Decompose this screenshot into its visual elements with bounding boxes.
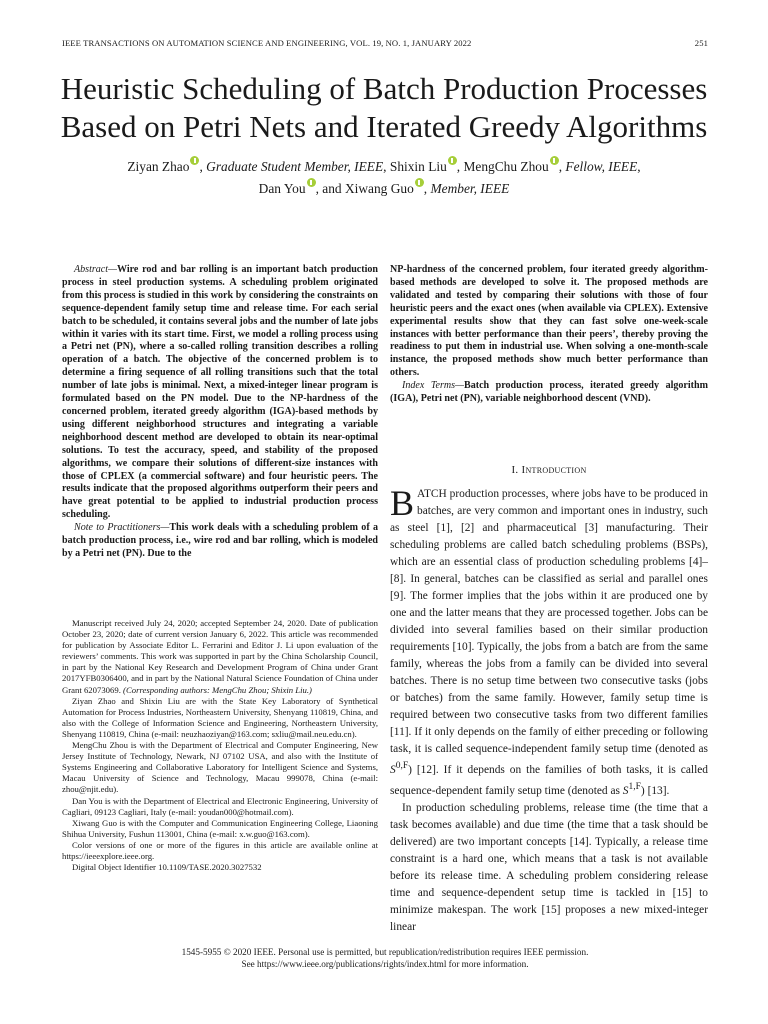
abstract: [62, 264, 378, 522]
author-name: Shixin Liu: [389, 159, 447, 174]
author-role: Fellow, IEEE: [565, 159, 638, 174]
orcid-icon[interactable]: [190, 156, 199, 165]
author-name: Dan You: [258, 181, 306, 196]
abstract-text: Wire rod and bar rolling is an important batch production process in steel production systems. A scheduling problem originated from this process is studied in this work by considering the constraints on sequence-dependent family setup time and release time. For each serial batch to be scheduled, it contains several jobs and the number of late jobs within it varies with its start time. First, we model a rolling process using a Petri net (PN), where a so-called rolling transition describes a rolling operation of a batch. The objective of the concerned problem is to determine a firing sequence of all rolling transitions such that the total number of late jobs is minimal. Next, a mixed-integer linear program is formulated based on the PN model. Due to the NP-hardness of the concerned problem, iterated greedy algorithm (IGA)-based methods by using different neighborhood structures and integrating a variable neighborhood descent method are developed to obtain its near-optimal solutions. To test the accuracy, speed, and stability of the proposed algorithms, we compare their solutions of different-size instances with those of CPLEX (a commercial software) and four heuristic peers. The results indicate that the proposed algorithms outperform their peers and have great potential to be applied to industrial production process scheduling.: [62, 264, 378, 521]
corresponding-authors: (Corresponding authors: MengChu Zhou; Shixin Liu.): [123, 684, 312, 695]
ntp-label: Note to Practitioners—: [74, 522, 170, 534]
footnote: Ziyan Zhao and Shixin Liu are with the State Key Laboratory of Synthetical Automation for Process Industries, Northeastern University, Shenyang 110819, China, and also with the College of Information Science and Engineering, Northeastern University, Shenyang 110819, China (e-mail: neuzhaoziyan@163.com; sxliu@mail.neu.edu.cn).: [62, 695, 378, 739]
note-to-practitioners: [62, 522, 378, 561]
footnotes: [62, 618, 378, 873]
introduction-body: [390, 483, 708, 936]
orcid-icon[interactable]: [415, 178, 424, 187]
math-superscript: 0,F: [395, 761, 409, 771]
section-heading: [390, 464, 708, 476]
right-column: [390, 264, 708, 406]
orcid-icon[interactable]: [307, 178, 316, 187]
page-number: 251: [694, 38, 708, 48]
author-name: Xiwang Guo: [344, 181, 414, 196]
author-list: Ziyan Zhao , Graduate Student Member, IEEE, Shixin Liu , MengChu Zhou , Fellow, IEEE, Dan You , and Xiwang Guo , Member, IEEE: [60, 156, 708, 200]
title-line-2: Based on Petri Nets and Iterated Greedy Algorithms: [60, 109, 708, 144]
ntp-text-left: This work deals with a scheduling problem of a batch production process, i.e., wire rod and bar rolling, which is modeled by a Petri net (PN). Due to the: [62, 522, 378, 559]
ntp-continued: NP-hardness of the concerned problem, four iterated greedy algorithm-based methods are developed to solve it. The proposed methods are validated and tested by comparing their solutions with those of four heuristic peers and the exact ones (when available via CPLEX). Extensive experimental results show that they can fast solve one-week-scale instances with better performance than their peers’, thereby proving the readiness to put them in industrial use. When solving a one-month-scale instance, the proposed methods show much better performance than others.: [390, 264, 708, 379]
intro-paragraph: BATCH production processes, where jobs have to be produced in batches, are very common and important ones in industry, such as steel [1], [2] and pharmaceutical [3] manufacturing. Their scheduling problems are called batch scheduling problems (BSPs), which are an essential class of production scheduling problems [4]–[8]. In general, batches can be classified as serial and parallel ones [9]. The former implies that the jobs within it are produced one by one and the latter means that they are processed together. Jobs can be divided into several families based on their similar production requirements [10]. Typically, the jobs from a batch are from the same family, whereas the jobs from a family can be divided into several batches. There is no setup time between two consecutive tasks (jobs or batches) from the same family. However, family setup time is required between two consecutive tasks from two different families [11]. If it only depends on the family of either preceding or following task, it is called sequence-independent family setup time (denoted as $S^{0,F}$) [12]. If it depends on the families of both tasks, it is called sequence-dependent family setup time (denoted as $S^{1,F}$) [13].: [390, 483, 708, 797]
copyright-line: 1545-5955 © 2020 IEEE. Personal use is permitted, but republication/redistribution requires IEEE permission.: [181, 947, 589, 957]
paper-title: [40, 70, 728, 146]
rights-link[interactable]: See https://www.ieee.org/publications/rights/index.html for more information.: [241, 959, 529, 969]
footnote: Manuscript received July 24, 2020; accepted September 24, 2020. Date of publication October 23, 2020; date of current version January 6, 2022. This article was recommended for publication by Associate Editor L. Ferrarini and Editor J. Li upon evaluation of the reviewers’ comments. This work was supported in part by the China Scholarship Council, in part by the National Key Research and Development Program of China under Grant 2017YFB0306400, and in part by the National Natural Science Foundation of China under Grant 62073069. (Corresponding authors: MengChu Zhou; Shixin Liu.): [62, 618, 378, 695]
journal-info: IEEE TRANSACTIONS ON AUTOMATION SCIENCE AND ENGINEERING, VOL. 19, NO. 1, JANUARY 2022: [62, 38, 472, 48]
index-terms-text: Batch production process, iterated greedy algorithm (IGA), Petri net (PN), variable neighborhood descent (VND).: [390, 380, 708, 405]
footnote-doi: Digital Object Identifier 10.1109/TASE.2020.3027532: [72, 862, 262, 873]
footnote: Color versions of one or more of the figures in this article are available online at https://ieeexplore.ieee.org.: [62, 839, 378, 861]
section-number: I.: [511, 464, 519, 476]
intro-paragraph: In production scheduling problems, release time (the time that a task becomes available) and due time (the time that a task should be delivered) are two important concepts [14]. Typically, a release time constraint is a hard one, which means that a task is not available before its release time. A scheduling problem considering release time and sequence-dependent setup time is tackled in [15] to minimize makespan. The work [15] proposes a new mixed-integer linear: [390, 801, 708, 933]
math-superscript: 1,F: [628, 781, 641, 792]
drop-cap: B: [390, 483, 415, 523]
abstract-label: Abstract—: [74, 264, 117, 275]
math-symbol: S: [622, 784, 629, 797]
author-name: MengChu Zhou: [463, 159, 549, 174]
index-terms: [390, 380, 708, 406]
author-conjunction: and: [322, 181, 342, 196]
footnote: MengChu Zhou is with the Department of Electrical and Computer Engineering, New Jersey Institute of Technology, Newark, NJ 07102 USA, and also with the Institute of Systems Engineering and Collaborative Laboratory for Intelligent Science and Systems, Macau University of Science and Technology, Macau 999078, China (e-mail: zhou@njit.edu).: [62, 740, 378, 795]
author-role: Graduate Student Member, IEEE: [206, 159, 384, 174]
math-symbol: S: [390, 763, 396, 776]
author-name: Ziyan Zhao: [127, 159, 190, 174]
footnote: Xiwang Guo is with the Computer and Communication Engineering College, Liaoning Shihua University, Fushun 113001, China (e-mail: x.w.guo@163.com).: [62, 817, 378, 839]
title-line-1: Heuristic Scheduling of Batch Production Processes: [60, 71, 708, 106]
section-title: Introduction: [521, 464, 587, 476]
index-terms-label: Index Terms—: [402, 380, 464, 392]
copyright-footer: [62, 946, 708, 970]
footnote: Dan You is with the Department of Electrical and Electronic Engineering, University of Cagliari, 09123 Cagliari, Italy (e-mail: youdan000@hotmail.com).: [62, 795, 378, 817]
left-column: [62, 264, 378, 561]
running-head: [62, 38, 708, 52]
orcid-icon[interactable]: [448, 156, 457, 165]
author-role: Member, IEEE: [430, 181, 510, 196]
orcid-icon[interactable]: [550, 156, 559, 165]
